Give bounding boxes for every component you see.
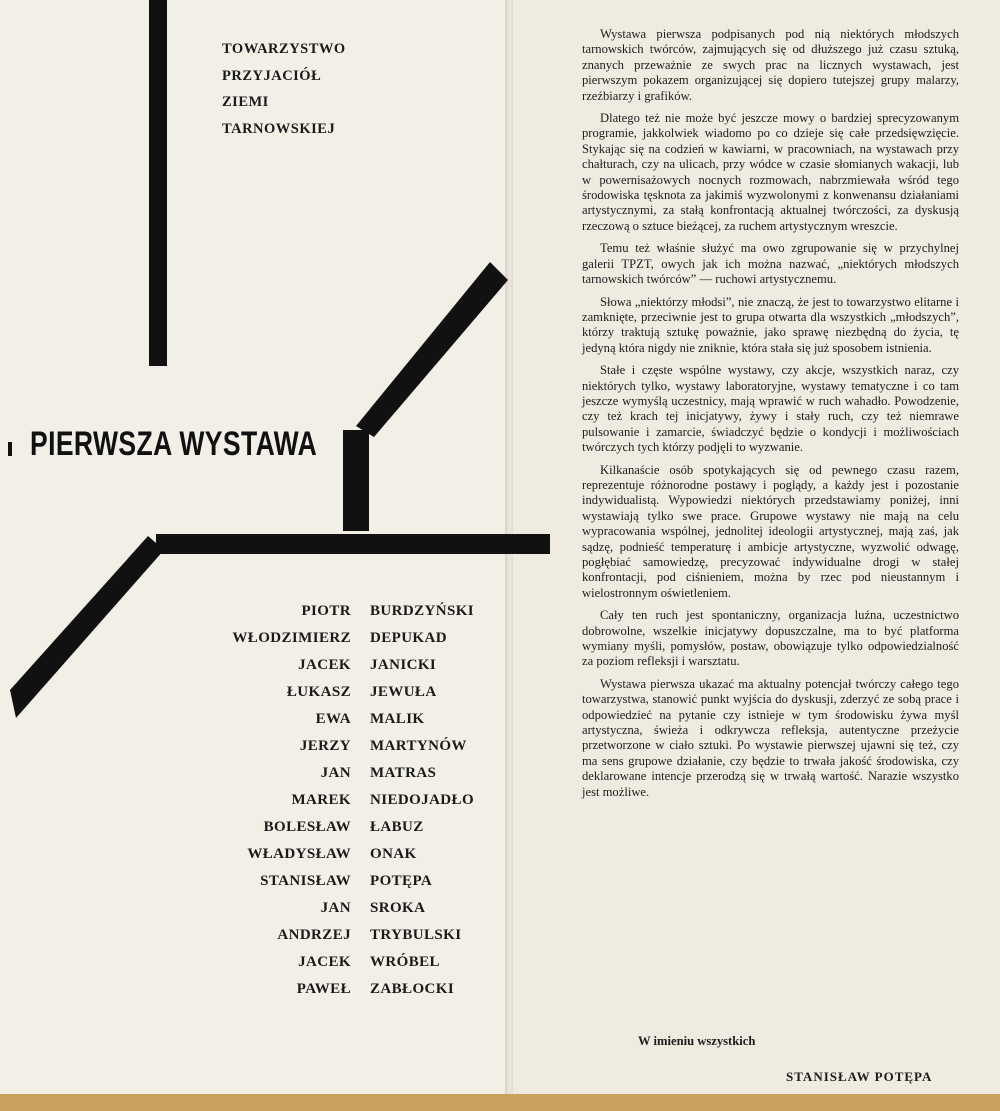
artist-row bbox=[0, 630, 508, 656]
vertical-short-bar bbox=[343, 430, 369, 531]
diagonal-upper-bar bbox=[356, 262, 508, 437]
essay-paragraph: Słowa „niektórzy młodsi”, nie znaczą, że jest to towarzystwo elitarne i zamknięte, przeciwnie jest to grupa otwarta dla wszystkich „młodszych”, którzy traktują sztukę poważnie, jako sprawę niezbędną do życia, tę jedyną która nigdy nie zniknie, która stała się już sposobem istnienia. bbox=[582, 294, 959, 355]
artist-first-name: STANISŁAW bbox=[260, 873, 351, 889]
organization-line: TARNOWSKIEJ bbox=[222, 120, 336, 137]
artist-first-name: ŁUKASZ bbox=[286, 684, 351, 700]
organization-line: ZIEMI bbox=[222, 94, 269, 110]
artist-first-name: PIOTR bbox=[301, 603, 351, 619]
artist-row bbox=[0, 900, 508, 926]
organization-line: TOWARZYSTWO bbox=[222, 41, 346, 57]
artist-last-name: JANICKI bbox=[370, 657, 437, 673]
artist-last-name: ONAK bbox=[370, 846, 417, 862]
artist-row bbox=[0, 765, 508, 791]
essay-closing: W imieniu wszystkich bbox=[638, 1034, 756, 1048]
artist-last-name: MATRAS bbox=[370, 765, 437, 781]
essay-paragraph: Wystawa pierwsza podpisanych pod nią niektórych młodszych tarnowskich twórców, zajmujących się od dłuższego już czasu sztuką, znanych przeważnie ze swych prac na licznych wystawach, jest pierwszym pokazem organizującej się dopiero tutejszej grupy malarzy, rzeźbiarzy i grafików. bbox=[582, 27, 959, 103]
artist-last-name: ZABŁOCKI bbox=[370, 981, 455, 997]
essay-paragraph: Wystawa pierwsza ukazać ma aktualny potencjał twórczy całego tego towarzystwa, stanowić punkt wyjścia do dyskusji, zderzyć ze sobą prace i odpowiedzieć na pytanie czy istnieje w tym środowisku żywa myśl artystyczna, świeża i odkrywcza refleksja, autentyczne przeżycie przetworzone w ciało sztuki. Po wystawie pierwszej ujawni się też, czy ma sens grupowe działanie, czy będzie to trwała jakość środowiska, czy deklarowane intencje przerodzą się w trwałą wartość. Narazie wszystko jest możliwe. bbox=[582, 676, 959, 799]
essay-paragraph: Temu też właśnie służyć ma owo zgrupowanie się w przychylnej galerii TPZT, owych jak ich można nazwać, „niektórych młodszych tarnowskich twórców” — ruchowi artystycznemu. bbox=[582, 241, 959, 287]
artist-last-name: BURDZYŃSKI bbox=[370, 603, 475, 619]
artist-row bbox=[0, 873, 508, 899]
artist-row bbox=[0, 711, 508, 737]
artist-last-name: TRYBULSKI bbox=[370, 927, 462, 943]
artist-first-name: JAN bbox=[320, 765, 351, 781]
artist-first-name: JERZY bbox=[299, 738, 351, 754]
artist-last-name: POTĘPA bbox=[370, 873, 433, 889]
vertical-bar bbox=[149, 0, 167, 366]
artist-row bbox=[0, 792, 508, 818]
artist-row bbox=[0, 657, 508, 683]
horizontal-bar bbox=[156, 534, 550, 554]
essay-signature: STANISŁAW POTĘPA bbox=[786, 1069, 933, 1084]
organization-name bbox=[222, 36, 346, 142]
artist-last-name: JEWUŁA bbox=[370, 684, 437, 700]
artist-row bbox=[0, 846, 508, 872]
artist-first-name: JACEK bbox=[298, 657, 351, 673]
artist-last-name: ŁABUZ bbox=[370, 819, 424, 835]
artist-row bbox=[0, 954, 508, 980]
artist-first-name: MAREK bbox=[291, 792, 351, 808]
artist-first-name: WŁODZIMIERZ bbox=[232, 630, 351, 646]
artist-last-name: MARTYNÓW bbox=[370, 738, 467, 754]
artist-row bbox=[0, 603, 508, 629]
essay-paragraph: Stałe i częste wspólne wystawy, czy akcje, wszystkich naraz, czy niektórych tylko, wystawy laboratoryjne, wystawy tematyczne i co tam jeszcze wymyślą uczestnicy, mają wprawić w ruch wahadło. Powodzenie, czy też krach tej inicjatywy, żywy i stały ruch, czy też niemrawe pulsowanie i zamarcie, świadczyć będzie o kondycji i możliwościach twórczych tych którzy podjęli to wyzwanie. bbox=[582, 363, 959, 455]
artist-first-name: JAN bbox=[320, 900, 351, 916]
artist-row bbox=[0, 684, 508, 710]
artist-row bbox=[0, 981, 508, 1007]
essay-paragraph: Cały ten ruch jest spontaniczny, organizacja luźna, uczestnictwo dobrowolne, wszelkie inicjatywy dopuszczalne, ma to być platforma wymiany myśli, pomysłów, postaw, obowiązuje tylko odpowiedzialność za poziom refleksji i warsztatu. bbox=[582, 608, 959, 669]
artist-last-name: DEPUKAD bbox=[370, 630, 447, 646]
exhibition-title: PIERWSZA WYSTAWA bbox=[30, 425, 318, 463]
organization-line: PRZYJACIÓŁ bbox=[222, 67, 322, 84]
essay-paragraph: Kilkanaście osób spotykających się od pewnego czasu razem, reprezentuje różnorodne postawy i poglądy, a każdy jest i pozostanie indywidualistą. Wypowiedzi niektórych przedstawiamy poniżej, inni wystawiają tylko swe prace. Grupowe wystawy nie mają na celu wypracowania wspólnej, jednolitej ideologii artystycznej, mają zaś, jak sądzę, podnieść temperaturę i ambicje artystyczne, wyzwolić odwagę, pogłębiać samowiedzę, precyzować indywidualne drogi w stałej konfrontacji, pod ciśnieniem, można by rzec pod nieustannym i wielostronnym oświetleniem. bbox=[582, 462, 959, 600]
artist-first-name: JACEK bbox=[298, 954, 351, 970]
artist-last-name: MALIK bbox=[370, 711, 425, 727]
artist-row bbox=[0, 819, 508, 845]
artist-first-name: ANDRZEJ bbox=[277, 927, 351, 943]
artist-row bbox=[0, 738, 508, 764]
artist-first-name: BOLESŁAW bbox=[263, 819, 351, 835]
essay-text bbox=[582, 27, 959, 807]
title-tick-mark bbox=[8, 442, 12, 456]
artist-row bbox=[0, 927, 508, 953]
artist-last-name: SROKA bbox=[370, 900, 426, 916]
essay-paragraph: Dlatego też nie może być jeszcze mowy o bardziej sprecyzowanym programie, jakkolwiek wiadomo po co dzieje się całe przedsięwzięcie. Stykając się na codzień w kawiarni, w pracowniach, na wystawach przy chałturach, czy na ulicach, przy wódce w czasie słomianych wakacji, lub w powernisażowych nocnych rozmowach, nabrzmiewała wśród tego środowiska tęsknota za jakimiś wyzwolonymi z konwenansu działaniami artystycznymi, za stałą konfrontacją aktualnej twórczości, za dyskusją rzeczową o sztuce bieżącej, za ruchem artystycznym wreszcie. bbox=[582, 111, 959, 233]
artist-first-name: PAWEŁ bbox=[296, 981, 351, 997]
artist-last-name: WRÓBEL bbox=[370, 954, 440, 970]
artist-first-name: WŁADYSŁAW bbox=[247, 846, 351, 862]
artist-last-name: NIEDOJADŁO bbox=[370, 792, 475, 808]
artist-first-name: EWA bbox=[315, 711, 351, 727]
